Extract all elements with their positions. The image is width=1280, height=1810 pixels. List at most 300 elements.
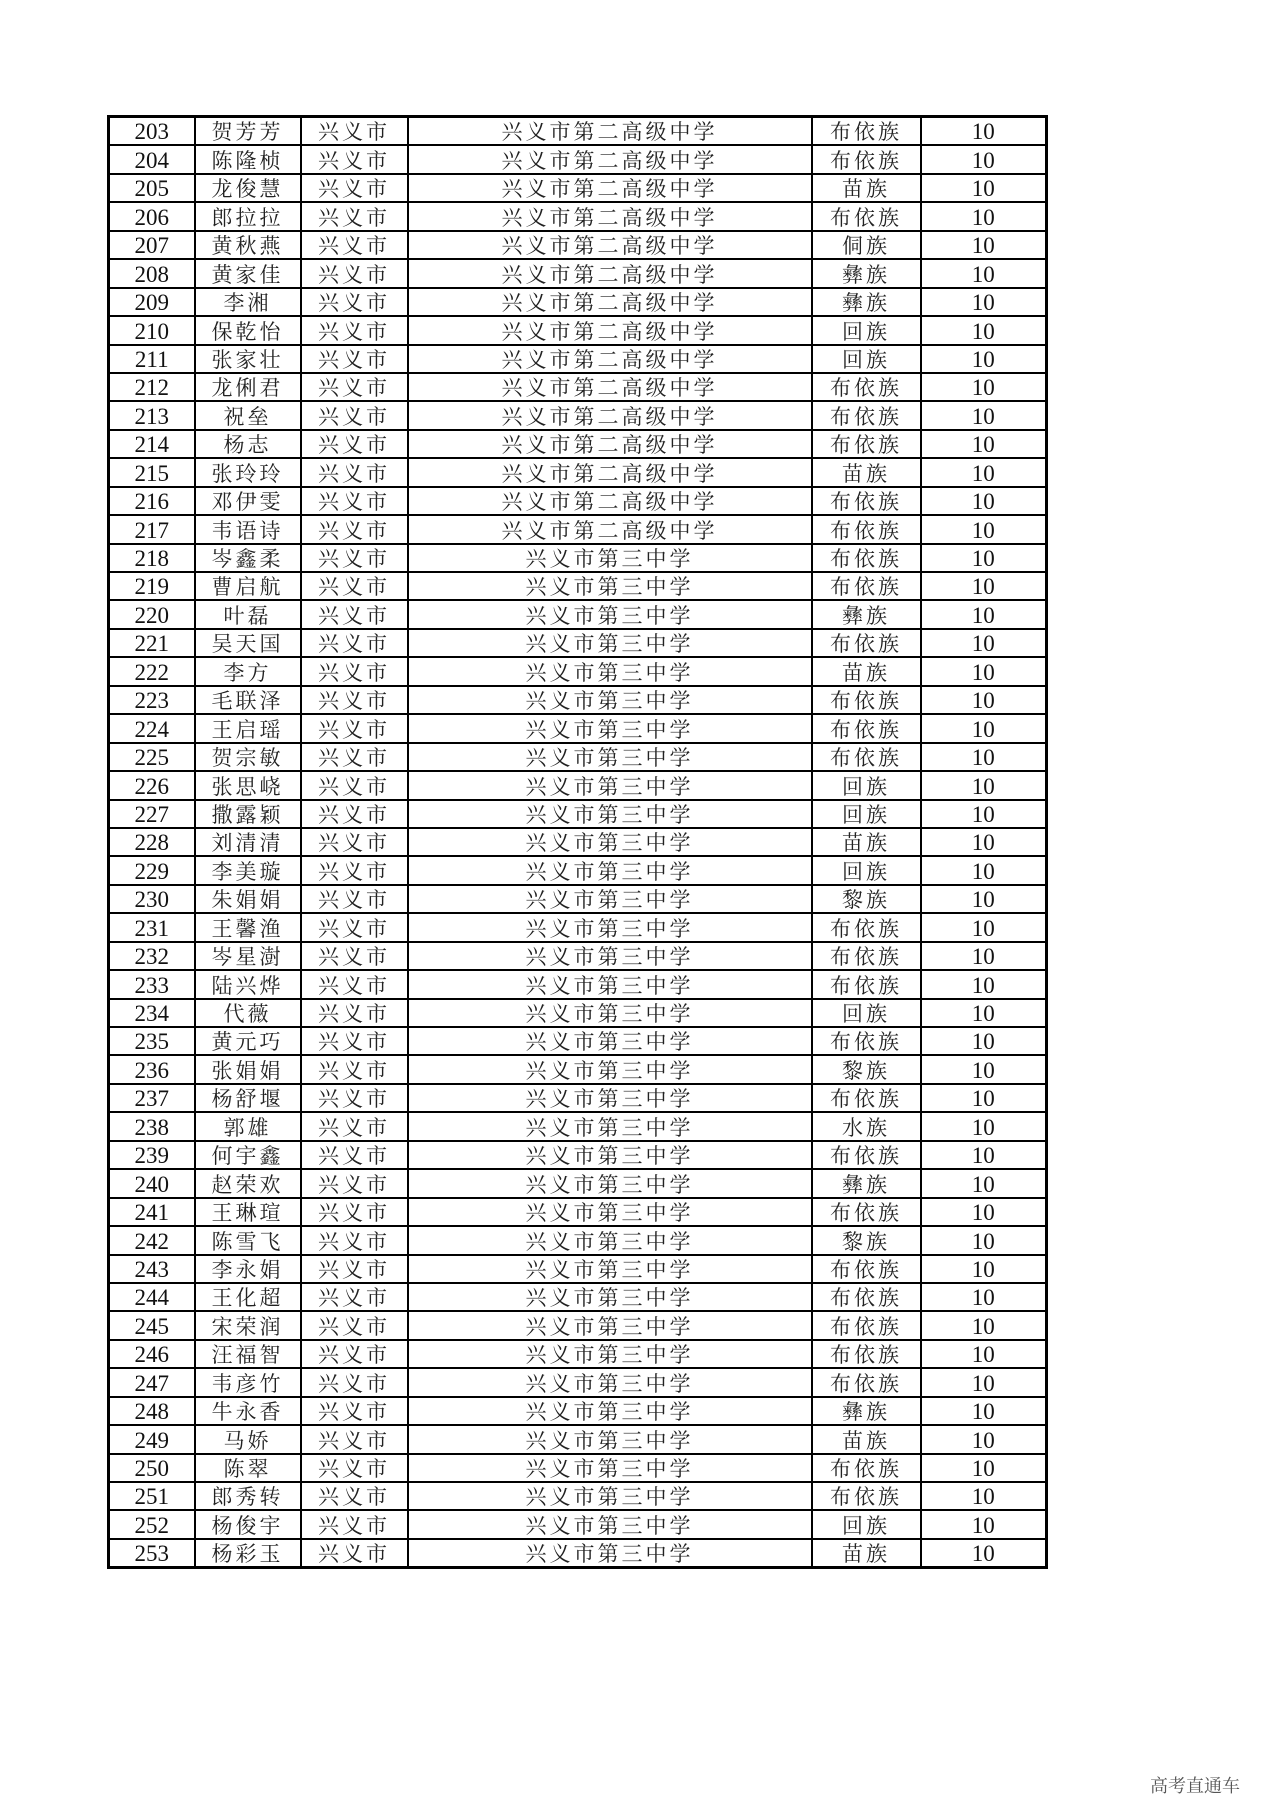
row-number-cell: 250 [109, 1454, 195, 1482]
city-cell: 兴义市 [301, 174, 408, 202]
row-number-cell: 246 [109, 1340, 195, 1368]
school-cell: 兴义市第二高级中学 [408, 515, 812, 543]
row-number-cell: 205 [109, 174, 195, 202]
row-number-cell: 204 [109, 145, 195, 173]
student-name-cell: 汪福智 [195, 1340, 301, 1368]
table-row [109, 1141, 1047, 1169]
city-cell: 兴义市 [301, 1027, 408, 1055]
city-cell: 兴义市 [301, 487, 408, 515]
ethnicity-cell: 布依族 [812, 1311, 921, 1339]
school-cell: 兴义市第三中学 [408, 1539, 812, 1568]
ethnicity-cell: 布依族 [812, 1255, 921, 1283]
school-cell: 兴义市第三中学 [408, 1510, 812, 1538]
city-cell: 兴义市 [301, 1255, 408, 1283]
city-cell: 兴义市 [301, 117, 408, 146]
student-name-cell: 郎拉拉 [195, 202, 301, 230]
city-cell: 兴义市 [301, 1141, 408, 1169]
student-name-cell: 贺芳芳 [195, 117, 301, 146]
school-cell: 兴义市第二高级中学 [408, 259, 812, 287]
row-number-cell: 210 [109, 316, 195, 344]
city-cell: 兴义市 [301, 1055, 408, 1083]
student-name-cell: 龙俊慧 [195, 174, 301, 202]
table-row [109, 714, 1047, 742]
student-name-cell: 岑鑫柔 [195, 544, 301, 572]
student-name-cell: 黄元巧 [195, 1027, 301, 1055]
score-cell: 10 [921, 657, 1047, 685]
school-cell: 兴义市第三中学 [408, 913, 812, 941]
row-number-cell: 203 [109, 117, 195, 146]
table-row [109, 1112, 1047, 1140]
row-number-cell: 225 [109, 743, 195, 771]
ethnicity-cell: 布依族 [812, 1027, 921, 1055]
ethnicity-cell: 布依族 [812, 1340, 921, 1368]
row-number-cell: 209 [109, 288, 195, 316]
school-cell: 兴义市第二高级中学 [408, 174, 812, 202]
score-cell: 10 [921, 1368, 1047, 1396]
table-row [109, 885, 1047, 913]
score-cell: 10 [921, 913, 1047, 941]
score-cell: 10 [921, 174, 1047, 202]
table-row [109, 1198, 1047, 1226]
score-cell: 10 [921, 1340, 1047, 1368]
school-cell: 兴义市第三中学 [408, 1027, 812, 1055]
table-row [109, 202, 1047, 230]
school-cell: 兴义市第二高级中学 [408, 430, 812, 458]
school-cell: 兴义市第三中学 [408, 1454, 812, 1482]
student-name-cell: 毛联泽 [195, 686, 301, 714]
ethnicity-cell: 苗族 [812, 174, 921, 202]
school-cell: 兴义市第三中学 [408, 1425, 812, 1453]
city-cell: 兴义市 [301, 629, 408, 657]
ethnicity-cell: 布依族 [812, 1454, 921, 1482]
city-cell: 兴义市 [301, 885, 408, 913]
city-cell: 兴义市 [301, 145, 408, 173]
ethnicity-cell: 彝族 [812, 1397, 921, 1425]
student-name-cell: 岑星澍 [195, 942, 301, 970]
row-number-cell: 239 [109, 1141, 195, 1169]
city-cell: 兴义市 [301, 1340, 408, 1368]
table-row [109, 174, 1047, 202]
ethnicity-cell: 回族 [812, 316, 921, 344]
city-cell: 兴义市 [301, 231, 408, 259]
score-cell: 10 [921, 1454, 1047, 1482]
city-cell: 兴义市 [301, 1198, 408, 1226]
table-row [109, 288, 1047, 316]
score-cell: 10 [921, 145, 1047, 173]
table-row [109, 373, 1047, 401]
row-number-cell: 234 [109, 999, 195, 1027]
school-cell: 兴义市第三中学 [408, 1198, 812, 1226]
score-cell: 10 [921, 401, 1047, 429]
row-number-cell: 223 [109, 686, 195, 714]
city-cell: 兴义市 [301, 373, 408, 401]
city-cell: 兴义市 [301, 202, 408, 230]
student-name-cell: 张玲玲 [195, 458, 301, 486]
table-row [109, 316, 1047, 344]
city-cell: 兴义市 [301, 515, 408, 543]
student-name-cell: 祝垒 [195, 401, 301, 429]
score-cell: 10 [921, 1510, 1047, 1538]
ethnicity-cell: 布依族 [812, 743, 921, 771]
score-cell: 10 [921, 1425, 1047, 1453]
row-number-cell: 233 [109, 970, 195, 998]
ethnicity-cell: 苗族 [812, 1539, 921, 1568]
school-cell: 兴义市第三中学 [408, 1397, 812, 1425]
ethnicity-cell: 布依族 [812, 373, 921, 401]
row-number-cell: 229 [109, 856, 195, 884]
score-cell: 10 [921, 828, 1047, 856]
row-number-cell: 249 [109, 1425, 195, 1453]
student-name-cell: 宋荣润 [195, 1311, 301, 1339]
ethnicity-cell: 布依族 [812, 487, 921, 515]
table-row [109, 1084, 1047, 1112]
score-cell: 10 [921, 345, 1047, 373]
table-row [109, 1255, 1047, 1283]
student-list-table [107, 115, 1048, 1569]
school-cell: 兴义市第三中学 [408, 771, 812, 799]
score-cell: 10 [921, 885, 1047, 913]
score-cell: 10 [921, 856, 1047, 884]
ethnicity-cell: 回族 [812, 999, 921, 1027]
row-number-cell: 253 [109, 1539, 195, 1568]
score-cell: 10 [921, 942, 1047, 970]
city-cell: 兴义市 [301, 970, 408, 998]
ethnicity-cell: 布依族 [812, 970, 921, 998]
ethnicity-cell: 布依族 [812, 515, 921, 543]
row-number-cell: 242 [109, 1226, 195, 1254]
row-number-cell: 230 [109, 885, 195, 913]
city-cell: 兴义市 [301, 401, 408, 429]
ethnicity-cell: 布依族 [812, 202, 921, 230]
table-row [109, 117, 1047, 146]
school-cell: 兴义市第三中学 [408, 1368, 812, 1396]
score-cell: 10 [921, 458, 1047, 486]
row-number-cell: 243 [109, 1255, 195, 1283]
ethnicity-cell: 布依族 [812, 714, 921, 742]
table-row [109, 942, 1047, 970]
city-cell: 兴义市 [301, 1539, 408, 1568]
score-cell: 10 [921, 1482, 1047, 1510]
ethnicity-cell: 回族 [812, 856, 921, 884]
city-cell: 兴义市 [301, 913, 408, 941]
school-cell: 兴义市第三中学 [408, 544, 812, 572]
school-cell: 兴义市第二高级中学 [408, 117, 812, 146]
row-number-cell: 211 [109, 345, 195, 373]
table-row [109, 629, 1047, 657]
score-cell: 10 [921, 1311, 1047, 1339]
score-cell: 10 [921, 544, 1047, 572]
score-cell: 10 [921, 686, 1047, 714]
table-row [109, 1482, 1047, 1510]
table-row [109, 1283, 1047, 1311]
ethnicity-cell: 布依族 [812, 1283, 921, 1311]
student-name-cell: 马娇 [195, 1425, 301, 1453]
school-cell: 兴义市第二高级中学 [408, 487, 812, 515]
school-cell: 兴义市第三中学 [408, 1141, 812, 1169]
student-name-cell: 杨彩玉 [195, 1539, 301, 1568]
score-cell: 10 [921, 999, 1047, 1027]
student-name-cell: 李方 [195, 657, 301, 685]
table-row [109, 1454, 1047, 1482]
table-row [109, 743, 1047, 771]
row-number-cell: 237 [109, 1084, 195, 1112]
footer-watermark: 高考直通车 [1150, 1776, 1240, 1797]
table-row [109, 1226, 1047, 1254]
city-cell: 兴义市 [301, 458, 408, 486]
score-cell: 10 [921, 1027, 1047, 1055]
row-number-cell: 251 [109, 1482, 195, 1510]
row-number-cell: 214 [109, 430, 195, 458]
row-number-cell: 206 [109, 202, 195, 230]
student-name-cell: 保乾怡 [195, 316, 301, 344]
city-cell: 兴义市 [301, 544, 408, 572]
school-cell: 兴义市第二高级中学 [408, 316, 812, 344]
school-cell: 兴义市第二高级中学 [408, 231, 812, 259]
table-row [109, 1169, 1047, 1197]
score-cell: 10 [921, 800, 1047, 828]
school-cell: 兴义市第三中学 [408, 1055, 812, 1083]
city-cell: 兴义市 [301, 800, 408, 828]
table-row [109, 515, 1047, 543]
score-cell: 10 [921, 373, 1047, 401]
row-number-cell: 238 [109, 1112, 195, 1140]
school-cell: 兴义市第三中学 [408, 657, 812, 685]
ethnicity-cell: 苗族 [812, 828, 921, 856]
student-name-cell: 吴天国 [195, 629, 301, 657]
table-row [109, 999, 1047, 1027]
ethnicity-cell: 回族 [812, 771, 921, 799]
score-cell: 10 [921, 515, 1047, 543]
ethnicity-cell: 回族 [812, 345, 921, 373]
school-cell: 兴义市第三中学 [408, 714, 812, 742]
school-cell: 兴义市第三中学 [408, 828, 812, 856]
ethnicity-cell: 彝族 [812, 259, 921, 287]
student-name-cell: 陈翠 [195, 1454, 301, 1482]
student-name-cell: 张思峣 [195, 771, 301, 799]
city-cell: 兴义市 [301, 430, 408, 458]
city-cell: 兴义市 [301, 1397, 408, 1425]
ethnicity-cell: 布依族 [812, 1141, 921, 1169]
student-name-cell: 李美璇 [195, 856, 301, 884]
ethnicity-cell: 苗族 [812, 458, 921, 486]
school-cell: 兴义市第三中学 [408, 1255, 812, 1283]
student-name-cell: 张娟娟 [195, 1055, 301, 1083]
row-number-cell: 227 [109, 800, 195, 828]
row-number-cell: 219 [109, 572, 195, 600]
row-number-cell: 248 [109, 1397, 195, 1425]
student-name-cell: 何宇鑫 [195, 1141, 301, 1169]
city-cell: 兴义市 [301, 572, 408, 600]
student-name-cell: 代薇 [195, 999, 301, 1027]
student-name-cell: 陈雪飞 [195, 1226, 301, 1254]
row-number-cell: 208 [109, 259, 195, 287]
ethnicity-cell: 布依族 [812, 430, 921, 458]
student-name-cell: 王馨渔 [195, 913, 301, 941]
school-cell: 兴义市第二高级中学 [408, 373, 812, 401]
score-cell: 10 [921, 629, 1047, 657]
school-cell: 兴义市第三中学 [408, 743, 812, 771]
ethnicity-cell: 布依族 [812, 544, 921, 572]
table-row [109, 970, 1047, 998]
city-cell: 兴义市 [301, 856, 408, 884]
student-name-cell: 贺宗敏 [195, 743, 301, 771]
score-cell: 10 [921, 231, 1047, 259]
score-cell: 10 [921, 1141, 1047, 1169]
ethnicity-cell: 苗族 [812, 1425, 921, 1453]
table-row [109, 487, 1047, 515]
table-row [109, 800, 1047, 828]
table-row [109, 544, 1047, 572]
row-number-cell: 245 [109, 1311, 195, 1339]
student-name-cell: 叶磊 [195, 600, 301, 628]
city-cell: 兴义市 [301, 1283, 408, 1311]
row-number-cell: 228 [109, 828, 195, 856]
student-name-cell: 郭雄 [195, 1112, 301, 1140]
school-cell: 兴义市第三中学 [408, 1112, 812, 1140]
school-cell: 兴义市第三中学 [408, 970, 812, 998]
city-cell: 兴义市 [301, 999, 408, 1027]
ethnicity-cell: 布依族 [812, 942, 921, 970]
school-cell: 兴义市第二高级中学 [408, 345, 812, 373]
city-cell: 兴义市 [301, 1425, 408, 1453]
city-cell: 兴义市 [301, 1454, 408, 1482]
score-cell: 10 [921, 970, 1047, 998]
table-row [109, 430, 1047, 458]
student-name-cell: 朱娟娟 [195, 885, 301, 913]
student-name-cell: 赵荣欢 [195, 1169, 301, 1197]
score-cell: 10 [921, 743, 1047, 771]
student-name-cell: 王琳瑄 [195, 1198, 301, 1226]
student-name-cell: 黄秋燕 [195, 231, 301, 259]
table-row [109, 856, 1047, 884]
ethnicity-cell: 黎族 [812, 1055, 921, 1083]
score-cell: 10 [921, 1112, 1047, 1140]
city-cell: 兴义市 [301, 1226, 408, 1254]
city-cell: 兴义市 [301, 828, 408, 856]
score-cell: 10 [921, 771, 1047, 799]
student-name-cell: 黄家佳 [195, 259, 301, 287]
score-cell: 10 [921, 1539, 1047, 1568]
row-number-cell: 240 [109, 1169, 195, 1197]
table-row [109, 345, 1047, 373]
row-number-cell: 218 [109, 544, 195, 572]
ethnicity-cell: 黎族 [812, 1226, 921, 1254]
school-cell: 兴义市第三中学 [408, 1311, 812, 1339]
table-row [109, 1510, 1047, 1538]
ethnicity-cell: 水族 [812, 1112, 921, 1140]
student-name-cell: 郎秀转 [195, 1482, 301, 1510]
city-cell: 兴义市 [301, 714, 408, 742]
table-row [109, 1397, 1047, 1425]
ethnicity-cell: 黎族 [812, 885, 921, 913]
table-row [109, 231, 1047, 259]
city-cell: 兴义市 [301, 1112, 408, 1140]
student-name-cell: 陆兴烨 [195, 970, 301, 998]
ethnicity-cell: 布依族 [812, 401, 921, 429]
row-number-cell: 236 [109, 1055, 195, 1083]
school-cell: 兴义市第三中学 [408, 999, 812, 1027]
student-name-cell: 李永娟 [195, 1255, 301, 1283]
table-row [109, 686, 1047, 714]
score-cell: 10 [921, 202, 1047, 230]
student-name-cell: 杨俊宇 [195, 1510, 301, 1538]
city-cell: 兴义市 [301, 1510, 408, 1538]
row-number-cell: 224 [109, 714, 195, 742]
table-row [109, 145, 1047, 173]
school-cell: 兴义市第三中学 [408, 629, 812, 657]
city-cell: 兴义市 [301, 657, 408, 685]
student-name-cell: 牛永香 [195, 1397, 301, 1425]
table-row [109, 1539, 1047, 1568]
table-row [109, 1340, 1047, 1368]
city-cell: 兴义市 [301, 1482, 408, 1510]
table-row [109, 1311, 1047, 1339]
score-cell: 10 [921, 430, 1047, 458]
city-cell: 兴义市 [301, 1311, 408, 1339]
school-cell: 兴义市第三中学 [408, 1482, 812, 1510]
student-name-cell: 曹启航 [195, 572, 301, 600]
ethnicity-cell: 彝族 [812, 288, 921, 316]
student-name-cell: 韦语诗 [195, 515, 301, 543]
row-number-cell: 222 [109, 657, 195, 685]
ethnicity-cell: 苗族 [812, 657, 921, 685]
school-cell: 兴义市第三中学 [408, 686, 812, 714]
city-cell: 兴义市 [301, 942, 408, 970]
school-cell: 兴义市第三中学 [408, 600, 812, 628]
school-cell: 兴义市第二高级中学 [408, 288, 812, 316]
ethnicity-cell: 回族 [812, 800, 921, 828]
score-cell: 10 [921, 572, 1047, 600]
student-name-cell: 韦彦竹 [195, 1368, 301, 1396]
school-cell: 兴义市第三中学 [408, 1226, 812, 1254]
ethnicity-cell: 布依族 [812, 1198, 921, 1226]
school-cell: 兴义市第三中学 [408, 1169, 812, 1197]
table-row [109, 771, 1047, 799]
table-row [109, 458, 1047, 486]
row-number-cell: 244 [109, 1283, 195, 1311]
row-number-cell: 235 [109, 1027, 195, 1055]
school-cell: 兴义市第二高级中学 [408, 458, 812, 486]
school-cell: 兴义市第二高级中学 [408, 401, 812, 429]
row-number-cell: 252 [109, 1510, 195, 1538]
table-body [109, 117, 1047, 1568]
student-name-cell: 杨舒堰 [195, 1084, 301, 1112]
score-cell: 10 [921, 1169, 1047, 1197]
score-cell: 10 [921, 600, 1047, 628]
score-cell: 10 [921, 259, 1047, 287]
ethnicity-cell: 回族 [812, 1510, 921, 1538]
student-name-cell: 邓伊雯 [195, 487, 301, 515]
student-name-cell: 陈隆桢 [195, 145, 301, 173]
ethnicity-cell: 侗族 [812, 231, 921, 259]
school-cell: 兴义市第三中学 [408, 885, 812, 913]
table-row [109, 913, 1047, 941]
table-row [109, 1055, 1047, 1083]
row-number-cell: 207 [109, 231, 195, 259]
table-row [109, 259, 1047, 287]
row-number-cell: 220 [109, 600, 195, 628]
score-cell: 10 [921, 1055, 1047, 1083]
score-cell: 10 [921, 117, 1047, 146]
student-name-cell: 撒露颖 [195, 800, 301, 828]
score-cell: 10 [921, 1255, 1047, 1283]
ethnicity-cell: 彝族 [812, 1169, 921, 1197]
city-cell: 兴义市 [301, 600, 408, 628]
school-cell: 兴义市第三中学 [408, 942, 812, 970]
city-cell: 兴义市 [301, 1084, 408, 1112]
student-name-cell: 龙俐君 [195, 373, 301, 401]
city-cell: 兴义市 [301, 345, 408, 373]
